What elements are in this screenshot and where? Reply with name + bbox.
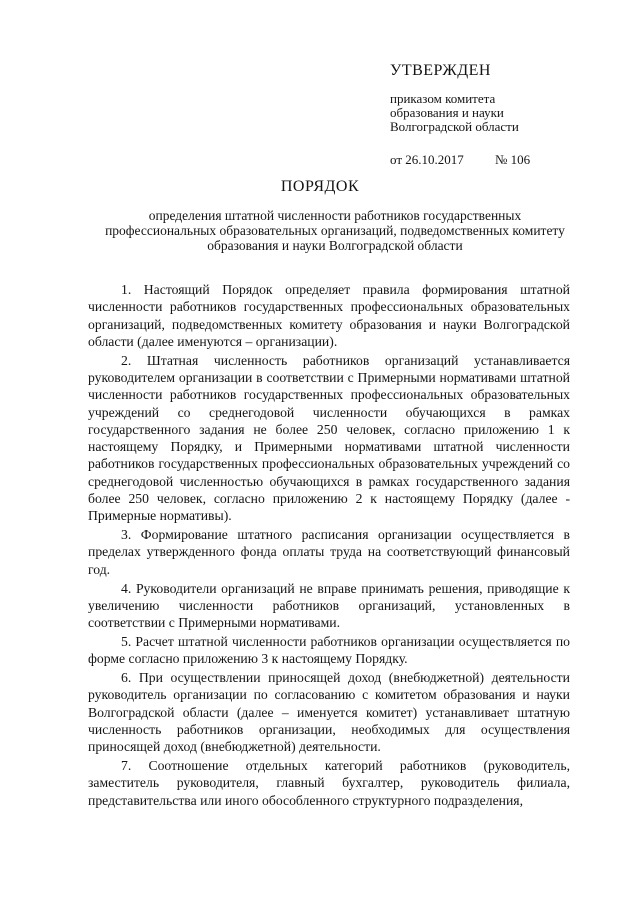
paragraph-7: 7. Соотношение отдельных категорий работников (руководитель, заместитель руководителя, главный бухгалтер, руководитель филиала, представительства или иного обособленного структурного подразделения, [88, 758, 570, 808]
approval-date-row [390, 152, 620, 168]
approval-block [390, 62, 620, 168]
paragraph-5: 5. Расчет штатной численности работников организации осуществляется по форме согласно приложению 3 к настоящему Порядку. [88, 633, 570, 667]
document-body [88, 281, 570, 810]
paragraph-6: 6. При осуществлении приносящей доход (внебюджетной) деятельности руководитель организации по согласованию с комитетом образования и науки Волгоградской области (далее – именуется комитет) устанавливает штатную численность работников организации, необходимых для осуществления приносящей доход (внебюджетной) деятельности. [88, 670, 570, 755]
approval-line-2: образования и науки [390, 105, 504, 120]
approval-line-3: Волгоградской области [390, 119, 519, 134]
paragraph-2: 2. Штатная численность работников организаций устанавливается руководителем организации в соответствии с Примерными нормативами штатной численности работников государственных профессиональных образовательных учреждений со среднегодовой численности обучающихся в рамках государственного задания не более 250 человек, согласно приложению 1 к настоящему Порядку, и Примерными нормативами штатной численности работников государственных профессиональных образовательных учреждений со среднегодовой численностью обучающихся в рамках государственного задания более 250 человек, согласно приложению 2 к настоящему Порядку (далее - Примерные нормативы). [88, 352, 570, 524]
approval-heading: УТВЕРЖДЕН [390, 62, 491, 79]
approval-line-1: приказом комитета [390, 91, 496, 106]
document-title: ПОРЯДОК [280, 178, 360, 195]
paragraph-1: 1. Настоящий Порядок определяет правила формирования штатной численности работников государственных профессиональных образовательных организаций, подведомственных комитету образования и науки Волгоградской области (далее именуются – организации). [88, 282, 570, 349]
document-subtitle: определения штатной численности работников государственных профессиональных образовательных организаций, подведомственных комитету образования и науки Волгоградской области [105, 208, 565, 253]
paragraph-3: 3. Формирование штатного расписания организации осуществляется в пределах утвержденного фонда оплаты труда на соответствующий финансовый год. [88, 527, 570, 577]
approval-number: № 106 [495, 152, 531, 167]
paragraph-4: 4. Руководители организаций не вправе принимать решения, приводящие к увеличению численности работников организаций, установленных в соответствии с Примерными нормативами. [88, 580, 570, 631]
approval-date: от 26.10.2017 [390, 152, 464, 167]
